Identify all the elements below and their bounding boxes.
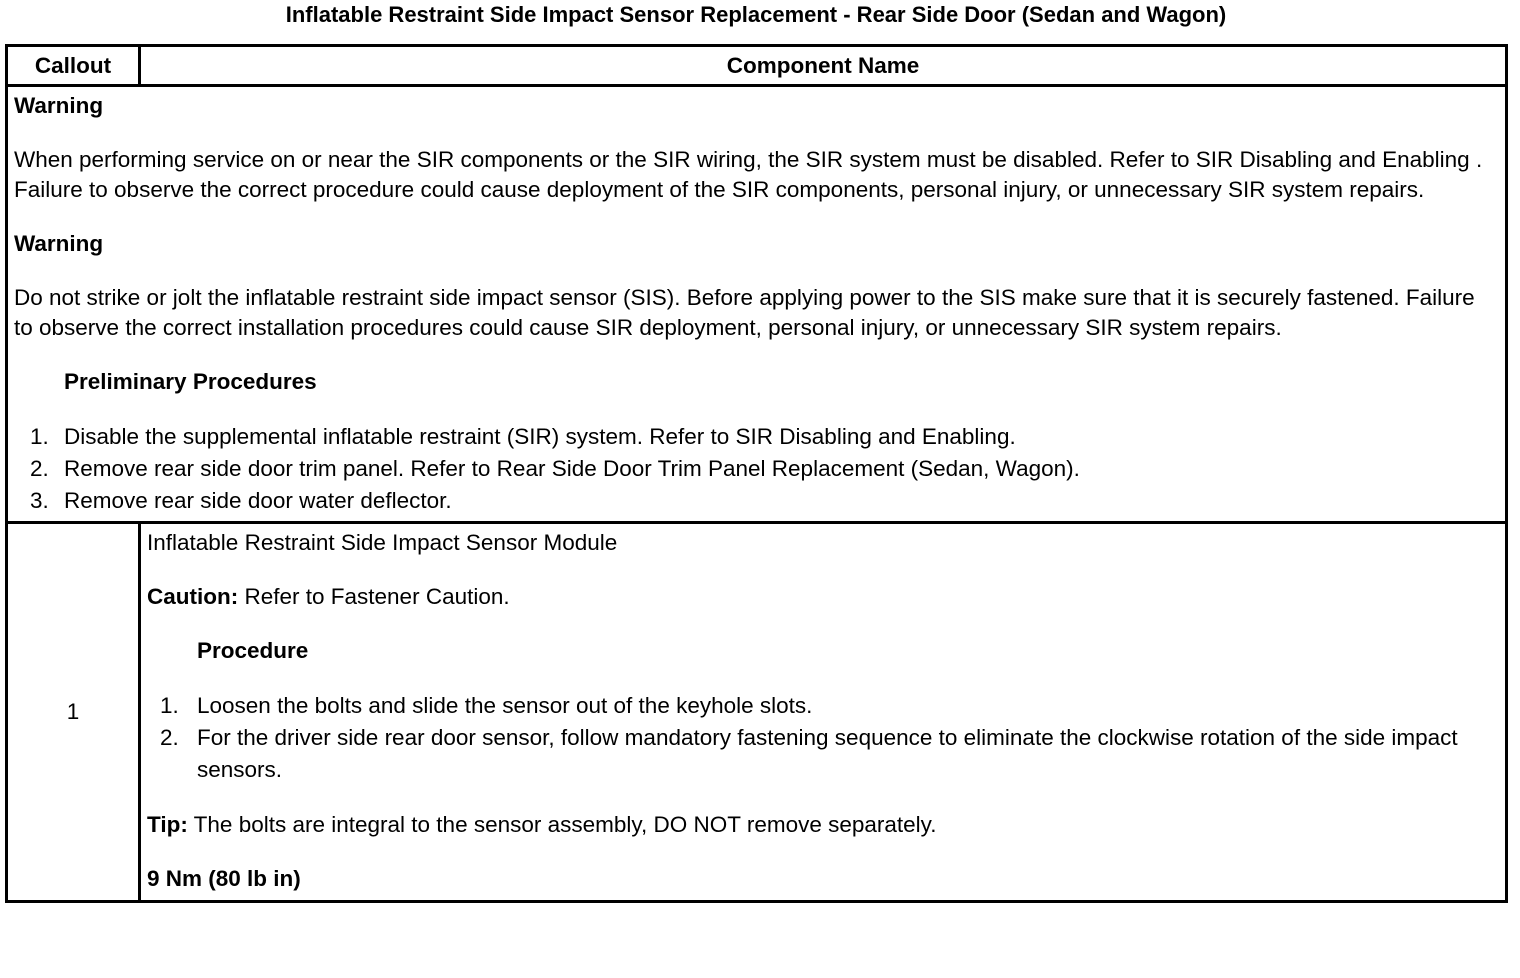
callout-column-header: Callout <box>7 46 140 86</box>
step-text: Disable the supplemental inflatable restraint (SIR) system. Refer to SIR Disabling and Enabling. <box>64 424 1016 449</box>
caution-text: Refer to Fastener Caution. <box>238 584 510 609</box>
list-item <box>147 690 1499 722</box>
step-text: Remove rear side door trim panel. Refer to Rear Side Door Trim Panel Replacement (Sedan, Wagon). <box>64 456 1080 481</box>
list-item <box>14 485 1499 517</box>
preliminary-steps-list <box>14 421 1499 517</box>
general-info-cell <box>7 86 1507 523</box>
table-row <box>7 523 1507 902</box>
procedure-heading: Procedure <box>197 638 309 663</box>
component-column-header: Component Name <box>140 46 1507 86</box>
tip-note <box>147 810 1499 840</box>
torque-spec: 9 Nm (80 lb in) <box>147 866 301 891</box>
caution-label: Caution: <box>147 584 239 609</box>
preliminary-procedures-heading: Preliminary Procedures <box>64 369 317 394</box>
list-item <box>14 453 1499 485</box>
procedure-steps-list <box>147 690 1499 786</box>
warning-label: Warning <box>14 231 104 256</box>
caution-note <box>147 582 1499 612</box>
list-item <box>147 722 1499 786</box>
step-text: For the driver side rear door sensor, follow mandatory fastening sequence to eliminate the clockwise rotation of the side impact sensors. <box>197 725 1458 782</box>
list-item <box>14 421 1499 453</box>
step-number: 2. <box>30 456 49 481</box>
warning-text: When performing service on or near the SIR components or the SIR wiring, the SIR system must be disabled. Refer to SIR Disabling and Enabling . Failure to observe the correct procedure could cause deployment of the SIR components, personal injury, or unnecessary SIR system repairs. <box>14 147 1483 202</box>
warning-text: Do not strike or jolt the inflatable restraint side impact sensor (SIS). Before applying power to the SIS make sure that it is securely fastened. Failure to observe the correct installation procedures could cause SIR deployment, personal injury, or unnecessary SIR system repairs. <box>14 285 1475 340</box>
step-text: Remove rear side door water deflector. <box>64 488 452 513</box>
tip-label: Tip: <box>147 812 188 837</box>
step-number: 3. <box>30 488 49 513</box>
step-number: 1. <box>30 424 49 449</box>
procedure-table <box>5 44 1508 903</box>
warning-label: Warning <box>14 93 104 118</box>
tip-text: The bolts are integral to the sensor assembly, DO NOT remove separately. <box>187 812 937 837</box>
procedure-steps <box>147 690 1499 786</box>
component-detail-cell <box>140 523 1507 902</box>
step-number: 2. <box>160 725 179 750</box>
general-info-row <box>7 86 1507 523</box>
page-title: Inflatable Restraint Side Impact Sensor Replacement - Rear Side Door (Sedan and Wagon) <box>285 2 1227 27</box>
component-name: Inflatable Restraint Side Impact Sensor Module <box>147 530 618 555</box>
table-header-row <box>7 46 1507 86</box>
step-text: Loosen the bolts and slide the sensor out of the keyhole slots. <box>197 693 813 718</box>
step-number: 1. <box>160 693 179 718</box>
callout-number: 1 <box>7 523 140 902</box>
